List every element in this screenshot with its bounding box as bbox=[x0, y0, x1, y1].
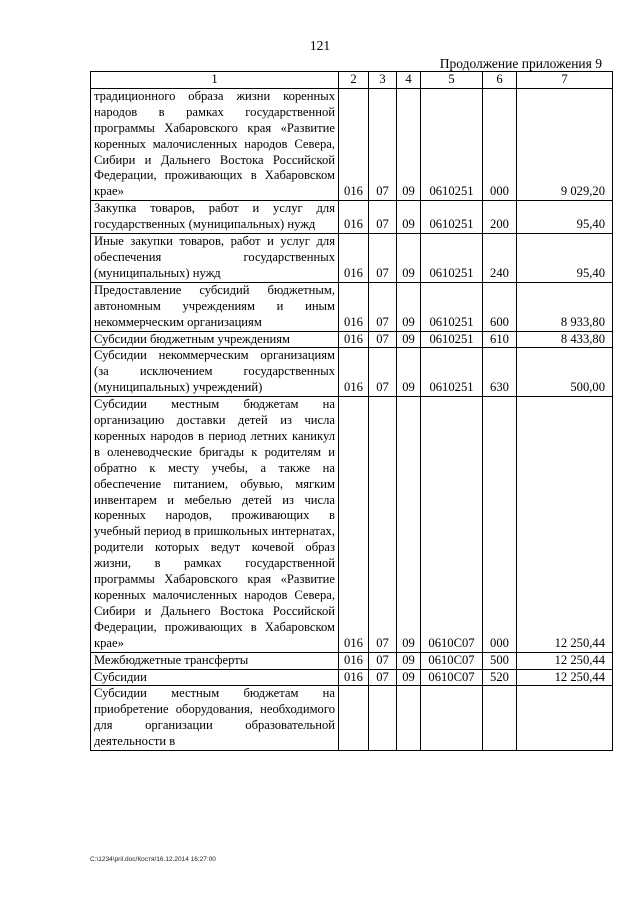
header-col-7: 7 bbox=[517, 72, 613, 89]
header-col-5: 5 bbox=[421, 72, 483, 89]
cell-section: 07 bbox=[369, 397, 397, 653]
cell-expense-type: 600 bbox=[483, 282, 517, 331]
row-name: Субсидии местным бюджетам на организацию доставки детей из числа коренных народов в период летних каникул в оленеводческие бригады к родителям и обратно к месту учебы, а также на обеспечение питанием, обувью, мягким инвентарем и мебелью детей из числа коренных народов, проживающих в учебный период в пришкольных интернатах, родители которых ведут кочевой образ жизни, в рамках государственной программы Хабаровского края «Развитие коренных малочисленных народов Севера, Сибири и Дальнего Востока Российской Федерации, проживающих в Хабаровском крае» bbox=[91, 397, 339, 653]
cell-amount: 8 933,80 bbox=[517, 282, 613, 331]
cell-amount bbox=[517, 686, 613, 751]
cell-section: 07 bbox=[369, 348, 397, 397]
cell-ministry: 016 bbox=[339, 234, 369, 283]
table-row bbox=[91, 669, 613, 686]
cell-section: 07 bbox=[369, 331, 397, 348]
row-name: традиционного образа жизни коренных народов в рамках государственной программы Хабаровского края «Развитие коренных малочисленных народов Севера, Сибири и Дальнего Востока Российской Федерации, проживающих в Хабаровском крае» bbox=[91, 88, 339, 200]
row-name: Предоставление субсидий бюджетным, автономным учреждениям и иным некоммерческим организациям bbox=[91, 282, 339, 331]
cell-expense-type: 200 bbox=[483, 201, 517, 234]
table-row bbox=[91, 88, 613, 200]
cell-subsection: 09 bbox=[397, 652, 421, 669]
table-row bbox=[91, 282, 613, 331]
cell-section: 07 bbox=[369, 669, 397, 686]
row-name: Субсидии местным бюджетам на приобретение оборудования, необходимого для организации образовательной деятельности в bbox=[91, 686, 339, 751]
row-name: Закупка товаров, работ и услуг для государственных (муниципальных) нужд bbox=[91, 201, 339, 234]
cell-subsection: 09 bbox=[397, 669, 421, 686]
cell-section: 07 bbox=[369, 652, 397, 669]
table-row bbox=[91, 686, 613, 751]
cell-expense-type bbox=[483, 686, 517, 751]
cell-expense-type: 240 bbox=[483, 234, 517, 283]
table-row bbox=[91, 201, 613, 234]
cell-target: 0610С07 bbox=[421, 397, 483, 653]
row-name: Субсидии бюджетным учреждениям bbox=[91, 331, 339, 348]
cell-ministry: 016 bbox=[339, 88, 369, 200]
cell-target: 0610251 bbox=[421, 348, 483, 397]
row-name: Иные закупки товаров, работ и услуг для обеспечения государственных (муниципальных) нужд bbox=[91, 234, 339, 283]
table-header-row bbox=[91, 72, 613, 89]
table-row bbox=[91, 331, 613, 348]
cell-amount: 500,00 bbox=[517, 348, 613, 397]
cell-ministry: 016 bbox=[339, 331, 369, 348]
cell-ministry: 016 bbox=[339, 348, 369, 397]
cell-target: 0610251 bbox=[421, 282, 483, 331]
cell-ministry: 016 bbox=[339, 282, 369, 331]
cell-amount: 95,40 bbox=[517, 234, 613, 283]
cell-section: 07 bbox=[369, 234, 397, 283]
cell-target bbox=[421, 686, 483, 751]
cell-target: 0610С07 bbox=[421, 669, 483, 686]
cell-subsection: 09 bbox=[397, 397, 421, 653]
cell-section: 07 bbox=[369, 201, 397, 234]
cell-subsection: 09 bbox=[397, 331, 421, 348]
cell-expense-type: 500 bbox=[483, 652, 517, 669]
cell-target: 0610251 bbox=[421, 234, 483, 283]
cell-subsection: 09 bbox=[397, 282, 421, 331]
table-row bbox=[91, 397, 613, 653]
cell-amount: 9 029,20 bbox=[517, 88, 613, 200]
cell-amount: 95,40 bbox=[517, 201, 613, 234]
cell-target: 0610С07 bbox=[421, 652, 483, 669]
cell-section: 07 bbox=[369, 88, 397, 200]
file-path-footer: C:\1234\pril.doc/Костя/16.12.2014 16:27:00 bbox=[90, 856, 216, 863]
cell-amount: 12 250,44 bbox=[517, 397, 613, 653]
cell-expense-type: 630 bbox=[483, 348, 517, 397]
row-name: Межбюджетные трансферты bbox=[91, 652, 339, 669]
header-col-4: 4 bbox=[397, 72, 421, 89]
cell-amount: 12 250,44 bbox=[517, 652, 613, 669]
cell-subsection: 09 bbox=[397, 234, 421, 283]
page-number: 121 bbox=[309, 38, 331, 53]
cell-ministry: 016 bbox=[339, 397, 369, 653]
cell-subsection bbox=[397, 686, 421, 751]
cell-subsection: 09 bbox=[397, 348, 421, 397]
header-col-6: 6 bbox=[483, 72, 517, 89]
continuation-caption: Продолжение приложения 9 bbox=[439, 56, 602, 71]
cell-target: 0610251 bbox=[421, 201, 483, 234]
cell-amount: 12 250,44 bbox=[517, 669, 613, 686]
cell-ministry: 016 bbox=[339, 669, 369, 686]
cell-subsection: 09 bbox=[397, 88, 421, 200]
header-col-3: 3 bbox=[369, 72, 397, 89]
cell-target: 0610251 bbox=[421, 331, 483, 348]
cell-section bbox=[369, 686, 397, 751]
cell-expense-type: 520 bbox=[483, 669, 517, 686]
cell-ministry: 016 bbox=[339, 201, 369, 234]
cell-expense-type: 610 bbox=[483, 331, 517, 348]
cell-expense-type: 000 bbox=[483, 88, 517, 200]
cell-target: 0610251 bbox=[421, 88, 483, 200]
cell-subsection: 09 bbox=[397, 201, 421, 234]
table-row bbox=[91, 652, 613, 669]
table-row bbox=[91, 348, 613, 397]
row-name: Субсидии некоммерческим организациям (за исключением государственных (муниципальных) учреждений) bbox=[91, 348, 339, 397]
cell-section: 07 bbox=[369, 282, 397, 331]
cell-ministry bbox=[339, 686, 369, 751]
cell-expense-type: 000 bbox=[483, 397, 517, 653]
row-name: Субсидии bbox=[91, 669, 339, 686]
cell-amount: 8 433,80 bbox=[517, 331, 613, 348]
table-row bbox=[91, 234, 613, 283]
header-col-1: 1 bbox=[91, 72, 339, 89]
header-col-2: 2 bbox=[339, 72, 369, 89]
budget-table bbox=[90, 71, 613, 751]
cell-ministry: 016 bbox=[339, 652, 369, 669]
